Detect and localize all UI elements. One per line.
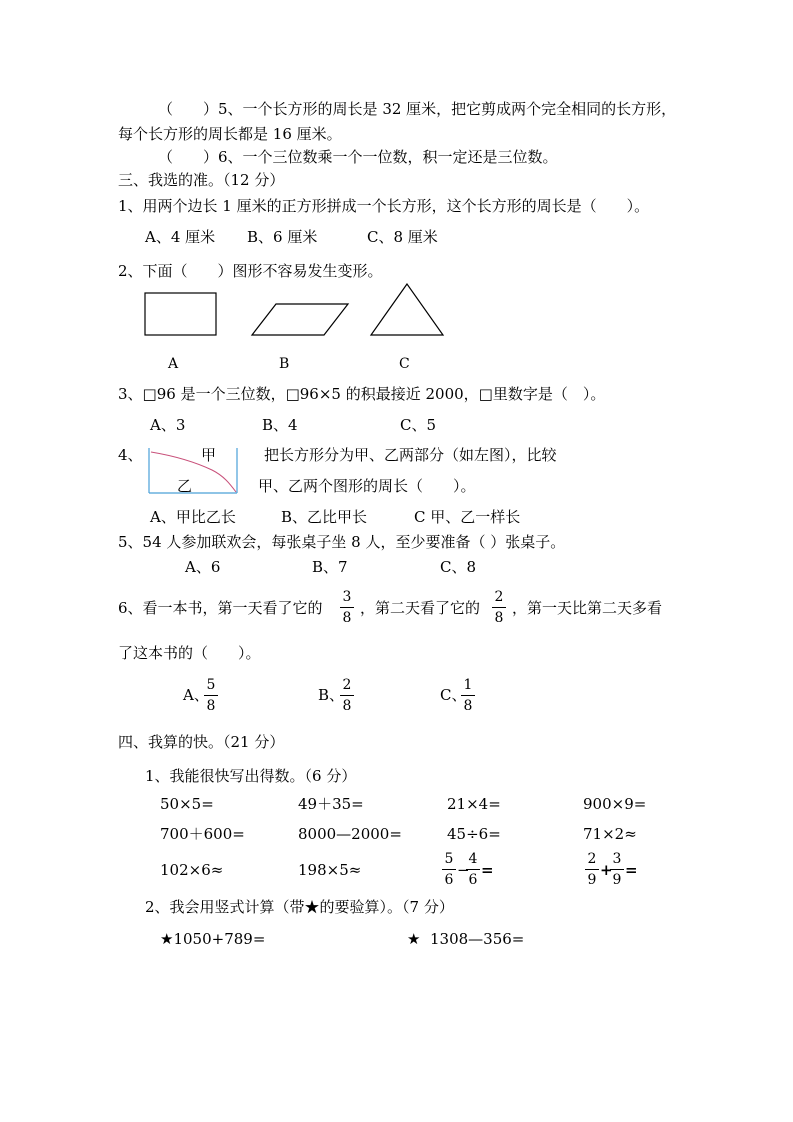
calc-equals: = [625,861,638,879]
calc-item: 198×5≈ [298,861,362,879]
s3-q6-part1: 6、看一本书，第一天看了它的 [118,599,323,617]
fraction-numerator: 2 [587,851,597,867]
calc-item: 21×4= [447,795,501,813]
s3-q5-stem: 5、54 人参加联欢会，每张桌子坐 8 人，至少要准备（ ）张桌子。 [118,533,566,551]
s3-q3-option-b: B、4 [262,416,298,434]
judge-q5-line2: 每个长方形的周长都是 16 厘米。 [118,125,342,143]
fraction-numerator: 3 [612,851,622,867]
calc-equals: = [481,861,494,879]
judge-q5-line1: （ ）5、一个长方形的周长是 32 厘米，把它剪成两个完全相同的长方形， [158,100,677,118]
fraction-denominator: 8 [206,698,216,714]
fraction-denominator: 8 [494,610,504,626]
calc-item: 700＋600= [160,825,245,843]
s3-q2-stem: 2、下面（ ）图形不容易发生变形。 [118,262,383,280]
fig-label-jia: 甲 [201,446,217,464]
calc-item: 49＋35= [298,795,364,813]
s3-q6-option-a-fraction [204,678,218,713]
s4-sub1: 1、我能很快写出得数。（6 分） [145,767,357,785]
s3-q6-fraction-2 [492,590,506,625]
fraction-numerator: 5 [444,851,454,867]
s4-sub2: 2、我会用竖式计算（带★的要验算）。（7 分） [145,898,454,916]
s3-q5-option-b: B、7 [312,558,348,576]
calc-fraction-b [466,852,480,887]
calc-item: 102×6≈ [160,861,224,879]
s3-q1-stem: 1、用两个边长 1 厘米的正方形拼成一个长方形，这个长方形的周长是（ ）。 [118,197,650,215]
s3-q6-line2: 了这本书的（ ）。 [118,644,261,662]
s3-q6-option-a-label: A、 [183,686,209,704]
s3-q6-part2: ，第二天看了它的 [360,599,481,617]
s3-q4-number: 4、 [118,446,143,464]
vertical-calc-item: ★ 1308—356= [407,930,525,948]
s3-q4-stem-line2: 甲、乙两个图形的周长（ ）。 [258,477,476,495]
shape-label-a: A [168,356,179,372]
s3-q5-option-c: C、8 [440,558,477,576]
s3-q4-option-b: B、乙比甲长 [281,508,368,526]
vertical-calc-item: ★1050+789= [160,930,266,948]
fraction-denominator: 6 [444,872,454,888]
calc-item: 50×5= [160,795,214,813]
calc-fraction-b [610,852,624,887]
fraction-numerator: 4 [468,851,478,867]
calc-operator: − [457,861,470,879]
section3-title: 三、我选的准。（12 分） [118,171,285,189]
s3-q1-option-c: C、8 厘米 [367,228,438,246]
s3-q6-option-b-fraction [340,678,354,713]
s3-q4-option-c: C 甲、乙一样长 [414,508,521,526]
fraction-denominator: 6 [468,872,478,888]
calc-item: 45÷6= [447,825,501,843]
section4-title: 四、我算的快。（21 分） [118,733,285,751]
fraction-numerator: 2 [342,677,352,693]
fraction-denominator: 9 [587,872,597,888]
fig-label-yi: 乙 [177,477,193,495]
fraction-denominator: 8 [342,610,352,626]
fraction-numerator: 1 [463,677,473,693]
s3-q6-fraction-1 [340,590,354,625]
fraction-numerator: 3 [342,589,352,605]
shape-label-b: B [279,356,290,372]
s3-q4-option-a: A、甲比乙长 [150,508,236,526]
s3-q6-option-c-label: C、 [440,686,467,704]
s3-q6-option-c-fraction [461,678,475,713]
calc-item: 8000—2000= [298,825,402,843]
fraction-numerator: 5 [206,677,216,693]
fraction-denominator: 8 [342,698,352,714]
s3-q3-option-a: A、3 [150,416,186,434]
s3-q3-stem: 3、□96 是一个三位数，□96×5 的积最接近 2000，□里数字是（ ）。 [118,385,606,403]
s3-q1-option-b: B、6 厘米 [247,228,318,246]
calc-operator: + [600,861,613,879]
fraction-numerator: 2 [494,589,504,605]
s3-q3-option-c: C、5 [400,416,437,434]
fraction-denominator: 9 [612,872,622,888]
s3-q6-part3: ，第一天比第二天多看 [512,599,663,617]
s3-q5-option-a: A、6 [185,558,221,576]
calc-item: 900×9= [583,795,647,813]
calc-item: 71×2≈ [583,825,637,843]
split-curve [151,452,236,495]
fraction-denominator: 8 [463,698,473,714]
s3-q1-option-a: A、4 厘米 [145,228,216,246]
shape-label-c: C [399,356,410,372]
judge-q6: （ ）6、一个三位数乘一个一位数，积一定还是三位数。 [158,148,558,166]
s3-q6-option-b-label: B、 [318,686,345,704]
s3-q4-stem-line1: 把长方形分为甲、乙两部分（如左图），比较 [264,446,557,464]
calc-fraction-a [442,852,456,887]
calc-fraction-a [585,852,599,887]
